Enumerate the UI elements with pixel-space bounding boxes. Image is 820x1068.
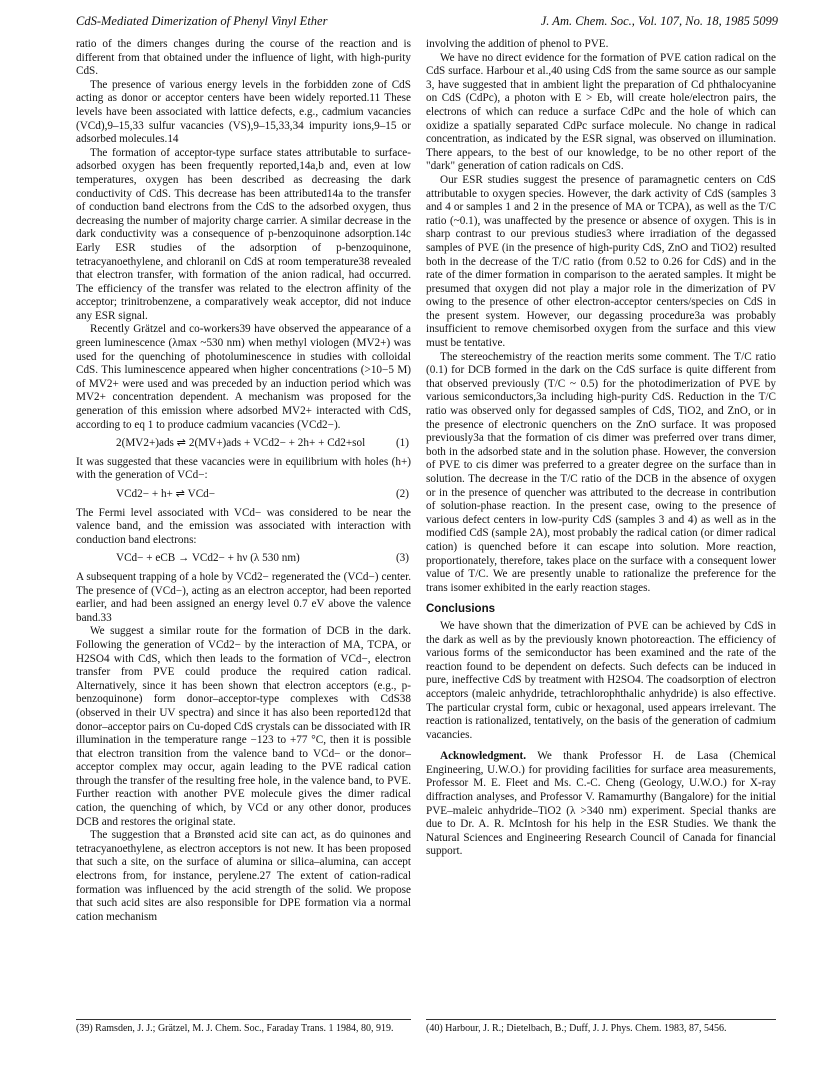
equation-1 <box>76 437 411 451</box>
paragraph: The Fermi level associated with VCd− was considered to be near the valence band, and the emission was associated with interaction with conduction band electrons: <box>76 506 411 546</box>
paragraph: The stereochemistry of the reaction merits some comment. The T/C ratio (0.1) for DCB formed in the dark on the CdS surface is quite different from that observed previously (T/C ~ 0.5) for the photodimerization of PVE by various semiconductors,3a including high-purity CdS. Reduction in the T/C ratio was observed only for degassed samples of CdS, TiO2, and ZnO, or in the presence of electronic quenchers on the ZnO surface. It was proposed previously3a that the formation of cis dimer was preferred over trans dimer, both in the adsorbed state and in the solution phase. However, the conversion of PVE to cis dimer was preferred to a greater degree on the surface than in solution. The decrease in the T/C ratio of the DCB in the absence of oxygen or in the presence of quencher was attributed to the decrease in contribution of solution-phase reaction. In the present case, owing to the presence of various defect centers in low-purity CdS (samples 3 and 4) as well as in the modified CdS (sample 2A), most probably the radical cation (or dimer radical cation) is quenched before it can escape into solution. More reaction, proportionately, therefore, takes place on the surface with a consequent lower value of T/C. We are presently unable to rationalize the preference for the trans isomer exhibited in the early reaction stages. <box>426 350 776 594</box>
footnote-rule <box>76 1019 411 1020</box>
paragraph: The presence of various energy levels in the forbidden zone of CdS acting as donor or acceptor centers have been widely reported.11 These levels have been associated with lattice defects, e.g., cadmium vacancies (VCd),9–15,33 sulfur vacancies (VS),9–15,33,34 impurity ions,9–15 or adsorbed molecules.14 <box>76 78 411 146</box>
equation-2 <box>76 488 411 502</box>
acknowledgment-paragraph <box>426 750 776 859</box>
journal-citation: J. Am. Chem. Soc., Vol. 107, No. 18, 1985 5099 <box>540 14 778 28</box>
paragraph: A subsequent trapping of a hole by VCd2− regenerated the (VCd−) center. The presence of (VCd−), acting as an electron acceptor, had been reported earlier, and had been assigned an energy level 0.7 eV above the valence band.33 <box>76 570 411 624</box>
paragraph: It was suggested that these vacancies were in equilibrium with holes (h+) with the generation of VCd−: <box>76 455 411 482</box>
equation-number: (1) <box>395 437 409 450</box>
paragraph: Recently Grätzel and co-workers39 have observed the appearance of a green luminescence (λmax ~530 nm) when methyl viologen (MV2+) was used for the quenching of photoluminescence in studies with colloidal CdS. This luminescence appeared when higher concentrations (>10−5 M) of MV2+ were used and was preceded by an induction period which was MV2+ concentration dependent. A mechanism was proposed for the generation of this emission where adsorbed MV2+ interacted with CdS, according to eq 1 to produce cadmium vacancies (VCd2−). <box>76 323 411 431</box>
equation-body: 2(MV2+)ads ⇌ 2(MV+)ads + VCd2− + 2h+ + Cd2+sol <box>116 437 366 450</box>
equation-3 <box>76 552 411 566</box>
footnote-rule <box>426 1019 776 1020</box>
equation-number: (3) <box>395 552 409 565</box>
paragraph: ratio of the dimers changes during the course of the reaction and is different from that obtained under the influence of light, with high-purity CdS. <box>76 38 411 78</box>
equation-number: (2) <box>395 488 409 500</box>
left-column <box>76 38 411 924</box>
paragraph: involving the addition of phenol to PVE. <box>426 38 609 50</box>
footnote-39: (39) Ramsden, J. J.; Grätzel, M. J. Chem. Soc., Faraday Trans. 1 1984, 80, 919. <box>76 1023 394 1034</box>
paragraph: The formation of acceptor-type surface states attributable to surface-adsorbed oxygen has been frequently reported,14a,b and, even at low temperatures, oxygen has been described as decreasing the dark conductivity of CdS. This decrease has been attributed14a to the transfer of conduction band electrons from the CdS to the adsorbed oxygen, thus decreasing the number of majority charge carrier. A similar decrease in the dark conductivity was a consequence of p-benzoquinone adsorption.14c Early ESR studies of the adsorption of p-benzoquinone, tetracyanoethylene, and chloranil on CdS at room temperature38 revealed that electron transfer, with formation of the anion radical, had occurred. The efficiency of the transfer was related to the electron affinity of the acceptor; trinitrobenzene, a comparatively weak acceptor, did not induce any ESR signal. <box>76 146 411 322</box>
paragraph: We have no direct evidence for the formation of PVE cation radical on the CdS surface. Harbour et al.,40 using CdS from the same source as our sample 3, have suggested that in ambient light the preparation of Cd phthalocyanine on CdS (CdPc), a photon with E > Eb, will create hole/electron pairs, the electrons of which can reduce a surface CdPc and the hole of which can oxidize a spatially separated CdPc surface molecule. No change in radical concentration, as indicated by the ESR signal, was observed on illumination. There appears, to the best of our knowledge, to be no other report of the "dark" generation of cation radicals on CdS. <box>426 51 776 173</box>
footnote-40: (40) Harbour, J. R.; Dietelbach, B.; Duff, J. J. Phys. Chem. 1983, 87, 5456. <box>426 1023 727 1034</box>
equation-body: VCd2− + h+ ⇌ VCd− <box>116 488 216 500</box>
acknowledgment-text: We thank Professor H. de Lasa (Chemical Engineering, U.W.O.) for providing facilities for surface area measurements, Professor M. E. Fleet and Ms. C.-C. Cheng (Geology, U.W.O.) for X-ray diffraction analyses, and Professor V. Ramamurthy (Bangalore) for the initial PVE–maleic anhydride–TiO2 (λ >340 nm) experiment. Special thanks are due to Dr. A. R. McIntosh for his help in the ESR Studies. We thank the Natural Sciences and Engineering Research Council of Canada for financial support. <box>426 750 776 858</box>
section-heading-conclusions: Conclusions <box>426 603 496 616</box>
right-column <box>426 38 776 859</box>
running-title: CdS-Mediated Dimerization of Phenyl Vinyl Ether <box>76 14 328 28</box>
acknowledgment-title: Acknowledgment. <box>440 750 527 763</box>
paragraph: The suggestion that a Brønsted acid site can act, as do quinones and tetracyanoethylene, as electron acceptors is not new. It has been proposed that such a site, on the surface of alumina or silica–alumina, can accept electrons from, for instance, perylene.27 The extent of cation-radical formation was influenced by the acid strength of the solid. We propose that such acid sites are also responsible for DPE formation via a normal cation mechanism <box>76 829 411 923</box>
paragraph: We suggest a similar route for the formation of DCB in the dark. Following the generation of VCd2− by the interaction of MA, TCPA, or H2SO4 with CdS, which then leads to the formation of VCd−, electron transfer from PVE could produce the required cation radical. Alternatively, since it has been shown that electron acceptors (e.g., p-benzoquinone) form donor–acceptor-type complexes with CdS38 (observed in their UV spectra) and since it has also been reported12d that donor–acceptor pairs on Cu-doped CdS crystals can be dissociated with IR illumination in the temperature range −123 to +77 °C, then it is possible that electron transition from the valence band to VCd− or the donor–acceptor complex may occur, again leading to the PVE radical cation through the transfer of the resulting free hole, in the valence band, to PVE. Further reaction with another PVE molecule gives the dimer radical cation, the quenching of which, by VCd or any other donor, produces DCB and restores the original state. <box>76 625 411 828</box>
paragraph: We have shown that the dimerization of PVE can be achieved by CdS in the dark as well as by the previously known photoreaction. The efficiency of various forms of the semiconductor has been examined and the rate of the reaction found to be dependent on defects. Such defects can be induced in pure, ineffective CdS by treatment with H2SO4. The coadsorption of electron acceptors (maleic anhydride, tetrachlorophthalic anhydride) is also effective. The particular crystal form, cubic or hexagonal, used appears irrelevant. The reaction is rationalized, tentatively, on the basis of the generation of cadmium vacancies. <box>426 619 776 741</box>
equation-body: VCd− + eCB → VCd2− + hν (λ 530 nm) <box>116 552 300 565</box>
running-header <box>76 14 778 32</box>
paragraph: Our ESR studies suggest the presence of paramagnetic centers on CdS attributable to oxygen species. However, the dark activity of CdS (samples 3 and 4 or samples 1 and 2 in the presence of MA or TCPA), as well as the T/C ratio (~0.1), was unaffected by the presence or absence of oxygen. This is in sharp contrast to our previous studies3 where irradiation of the degassed samples of PVE (in the presence of high-purity CdS, ZnO and TiO2) resulted both in the decrease of the T/C ratio (from 0.52 to 0.26 for CdS) and in the rate of the dimer formation in comparison to the aerated samples. It might be presumed that oxygen did not play a major role in the dimerization of PV owing to the presence of other electron-acceptor centers/species on CdS in the present system. However, our degassing procedure3a was probably insufficient to remove chemisorbed oxygen from the surface and this view must be tentative. <box>426 173 776 350</box>
